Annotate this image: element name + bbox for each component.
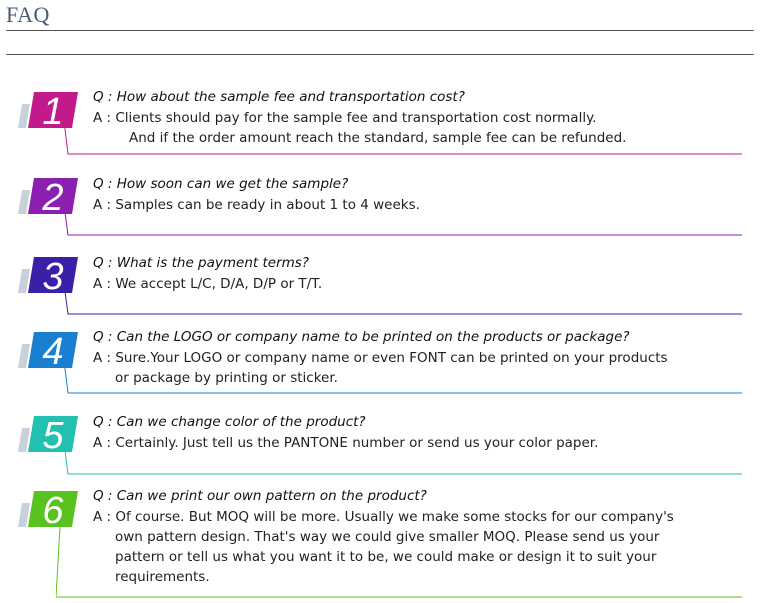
- faq-question: Q : Can we print our own pattern on the product?: [93, 488, 427, 504]
- svg-text:3: 3: [42, 256, 64, 295]
- faq-underline: [60, 368, 750, 396]
- title-divider-top: [6, 30, 754, 31]
- faq-answer: [93, 433, 598, 453]
- answer-line: A : Sure.Your LOGO or company name or even FONT can be printed on your products: [93, 350, 668, 366]
- svg-text:4: 4: [42, 331, 64, 370]
- answer-line: A : Clients should pay for the sample fee and transportation cost normally.: [93, 110, 597, 126]
- number-badge: [16, 174, 78, 214]
- answer-line: And if the order amount reach the standard, sample fee can be refunded.: [129, 130, 627, 146]
- answer-line: pattern or tell us what you want it to be, we could make or design it to suit your: [115, 549, 657, 565]
- answer-line: A : Certainly. Just tell us the PANTONE number or send us your color paper.: [93, 435, 599, 451]
- svg-text:1: 1: [42, 91, 64, 130]
- faq-underline: [60, 214, 750, 238]
- faq-question: Q : Can we change color of the product?: [93, 414, 366, 430]
- answer-line: A : We accept L/C, D/A, D/P or T/T.: [93, 276, 323, 292]
- svg-text:2: 2: [42, 177, 64, 216]
- faq-underline: [56, 527, 750, 599]
- faq-question: Q : What is the payment terms?: [93, 255, 309, 271]
- answer-line: A : Samples can be ready in about 1 to 4 weeks.: [93, 197, 420, 213]
- faq-question: Q : Can the LOGO or company name to be printed on the products or package?: [93, 329, 630, 345]
- faq-answer: [93, 195, 420, 215]
- svg-text:5: 5: [42, 415, 64, 454]
- faq-underline: [60, 452, 750, 476]
- svg-text:6: 6: [42, 490, 64, 529]
- answer-line: or package by printing or sticker.: [115, 370, 338, 386]
- number-badge: [16, 88, 78, 128]
- answer-line: requirements.: [115, 569, 210, 585]
- title-divider-bottom: [6, 54, 754, 55]
- number-badge: [16, 412, 78, 452]
- faq-question: Q : How about the sample fee and transportation cost?: [93, 89, 465, 105]
- faq-underline: [60, 128, 750, 156]
- faq-question: Q : How soon can we get the sample?: [93, 176, 349, 192]
- page-title: FAQ: [6, 2, 50, 27]
- answer-line: A : Of course. But MOQ will be more. Usually we make some stocks for our company's: [93, 509, 674, 525]
- answer-line: own pattern design. That's way we could give smaller MOQ. Please send us your: [115, 529, 660, 545]
- number-badge: [16, 328, 78, 368]
- number-badge: [16, 487, 78, 527]
- faq-underline: [60, 293, 750, 317]
- faq-answer: [93, 274, 322, 294]
- number-badge: [16, 253, 78, 293]
